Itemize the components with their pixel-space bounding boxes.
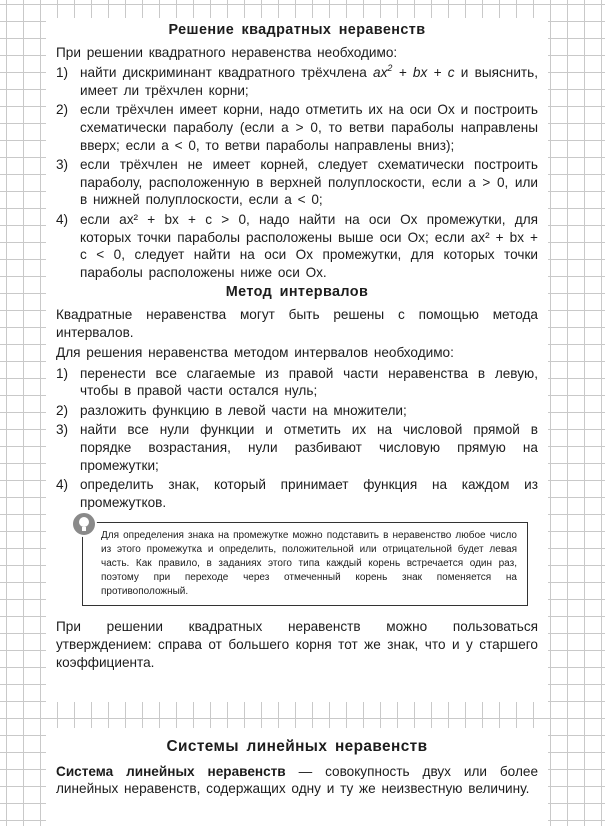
list-number: 3) <box>56 157 69 173</box>
list-item <box>56 64 538 99</box>
formula: $ax^2$ + bx + c <box>373 63 455 81</box>
quadratic-intro: При решении квадратного неравенства необходимо: <box>56 44 398 60</box>
list-text: если трёхчлен не имеет корней, следует схематически построить параболу, расположенную в верхней полуплоскости, если a > 0, или в нижней полуплоскости, если a < 0; <box>80 157 538 208</box>
list-item <box>56 156 538 209</box>
intervals-steps <box>56 365 538 512</box>
list-number: 1) <box>56 365 69 381</box>
hint-note-box <box>82 522 528 606</box>
linear-systems-definition <box>56 763 538 798</box>
quadratic-steps <box>56 64 538 281</box>
intervals-paragraph-1: Квадратные неравенства могут быть решены с помощью метода интервалов. <box>56 306 538 340</box>
list-number: 1) <box>56 65 69 81</box>
list-number: 2) <box>56 402 69 418</box>
content-bottom <box>56 738 538 801</box>
list-item <box>56 402 538 420</box>
list-text: перенести все слагаемые из правой части неравенства в левую, чтобы в правой части остался нуль; <box>80 365 538 399</box>
intervals-paragraph-3: При решении квадратных неравенств можно пользоваться утверждением: справа от большего корня тот же знак, что и у старшего коэффициента. <box>56 619 538 670</box>
section-title-intervals: Метод интервалов <box>225 284 369 301</box>
list-item <box>56 365 538 400</box>
list-text: разложить функцию в левой части на множители; <box>80 402 407 418</box>
intervals-paragraph-2: Для решения неравенства методом интервалов необходимо: <box>56 345 454 361</box>
list-text: найти дискриминант квадратного трёхчлена <box>80 65 374 81</box>
hint-note-text: Для определения знака на промежутке можно подставить в неравенство любое число из этого промежутка и определить, положительной или отрицательной будет левая часть. Как правило, в заданиях этого типа каждый корень встречается один раз, поэтому при переходе через отмеченный корень знак поменяется на противоположный. <box>101 530 517 598</box>
list-item <box>56 421 538 474</box>
defined-term: Система линейных неравенств <box>56 763 286 779</box>
section-title-quadratic: Решение квадратных неравенств <box>168 22 426 38</box>
list-number: 2) <box>56 102 69 118</box>
content-top <box>56 22 538 674</box>
list-number: 4) <box>56 211 69 227</box>
definition-text: — совокупность двух или более линейных неравенств, содержащих одну и ту же неизвестную величину. <box>56 763 538 797</box>
list-item <box>56 476 538 511</box>
list-item <box>56 211 538 281</box>
list-item <box>56 101 538 154</box>
list-number: 3) <box>56 422 69 438</box>
section-title-linear-systems: Системы линейных неравенств <box>166 738 428 755</box>
list-text: найти все нули функции и отметить их на числовой прямой в порядке возрастания, нули разбивают числовую прямую на промежутки; <box>80 422 538 473</box>
list-text: если ax² + bx + c > 0, надо найти на оси Ox промежутки, для которых точки параболы расположены выше оси Ox; если ax² + bx + c < 0, следует найти на оси Ox промежутки, для которых точки параболы расположены ниже оси Ox. <box>80 211 538 280</box>
list-text: определить знак, который принимает функция на каждом из промежутков. <box>80 477 538 510</box>
list-text: если трёхчлен имеет корни, надо отметить их на оси Ox и построить схематически параболу (если a > 0, то ветви параболы направлены вверх; если a < 0, то ветви параболы направлены вниз); <box>80 102 538 153</box>
list-number: 4) <box>56 477 69 493</box>
lightbulb-icon <box>71 511 97 537</box>
list-text: и выяснить, имеет ли трёхчлен корни; <box>80 65 538 98</box>
